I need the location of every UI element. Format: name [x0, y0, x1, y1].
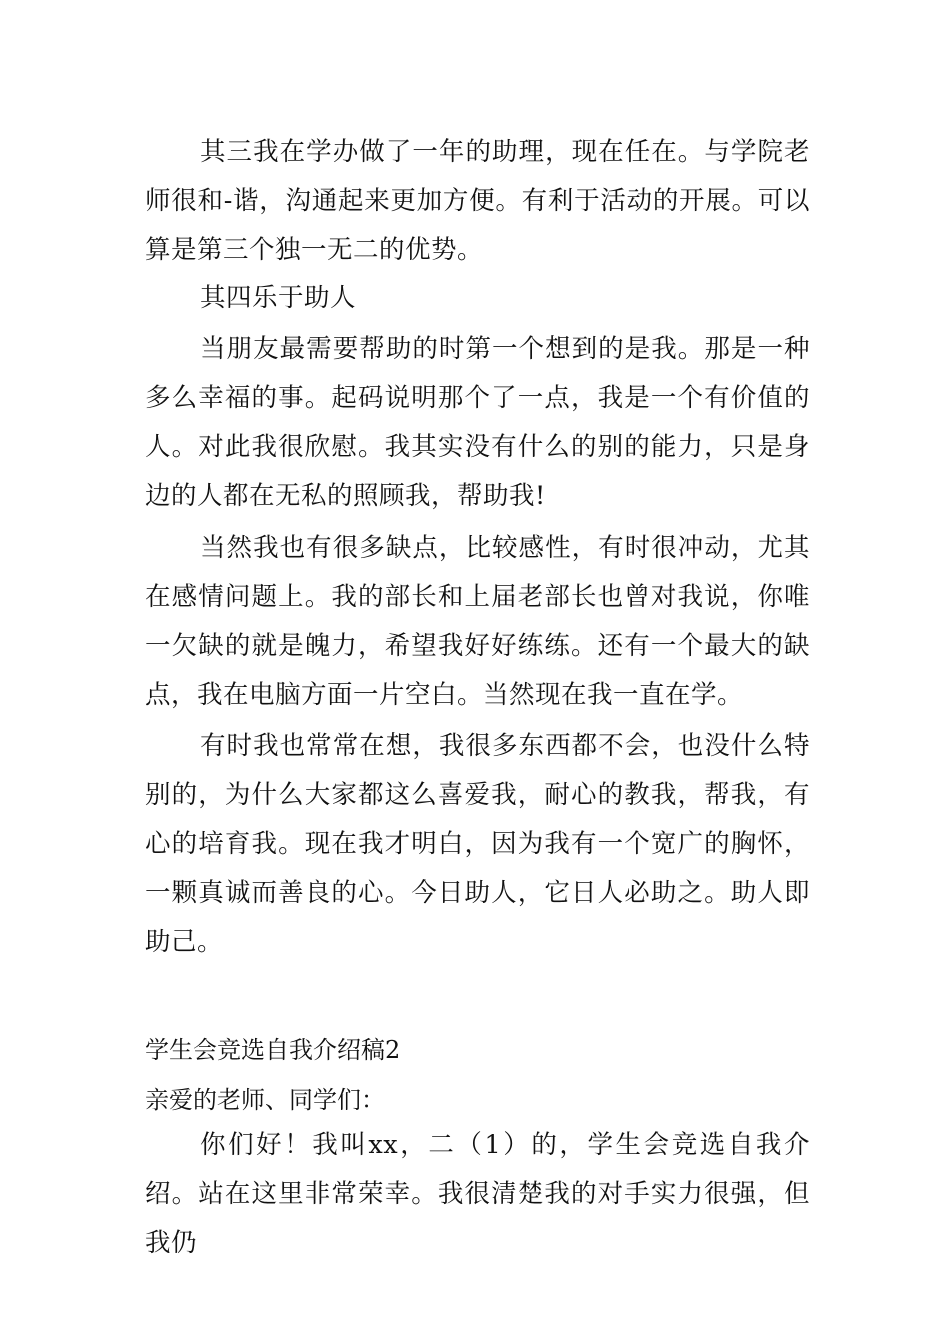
greeting: 亲爱的老师、同学们：: [145, 1086, 385, 1114]
paragraph-advantage-three: 其三我在学办做了一年的助理，现在任在。与学院老师很和-谐，沟通起来更加方便。有利于活动的开展。可以算是第三个独一无二的优势。: [145, 137, 810, 265]
paragraph-introduction: 你们好！我叫xx，二（1）的，学生会竞选自我介绍。站在这里非常荣幸。我很清楚我的对手实力很强，但我仍: [145, 1130, 810, 1258]
paragraph-reflection: 有时我也常常在想，我很多东西都不会，也没什么特别的，为什么大家都这么喜爱我，耐心的教我，帮我，有心的培育我。现在我才明白，因为我有一个宽广的胸怀，一颗真诚而善良的心。今日助人，它日人必助之。助人即助己。: [145, 731, 810, 957]
paragraph-shortcomings: 当然我也有很多缺点，比较感性，有时很冲动，尤其在感情问题上。我的部长和上届老部长也曾对我说，你唯一欠缺的就是魄力，希望我好好练练。还有一个最大的缺点，我在电脑方面一片空白。当然现在我一直在学。: [145, 533, 810, 710]
paragraph-advantage-four-heading: 其四乐于助人: [200, 283, 357, 313]
section-title: 学生会竞选自我介绍稿2: [145, 1036, 401, 1064]
paragraph-helping-others: 当朋友最需要帮助的时第一个想到的是我。那是一种多么幸福的事。起码说明那个了一点，我是一个有价值的人。对此我很欣慰。我其实没有什么的别的能力，只是身边的人都在无私的照顾我，帮助我!: [145, 334, 810, 511]
